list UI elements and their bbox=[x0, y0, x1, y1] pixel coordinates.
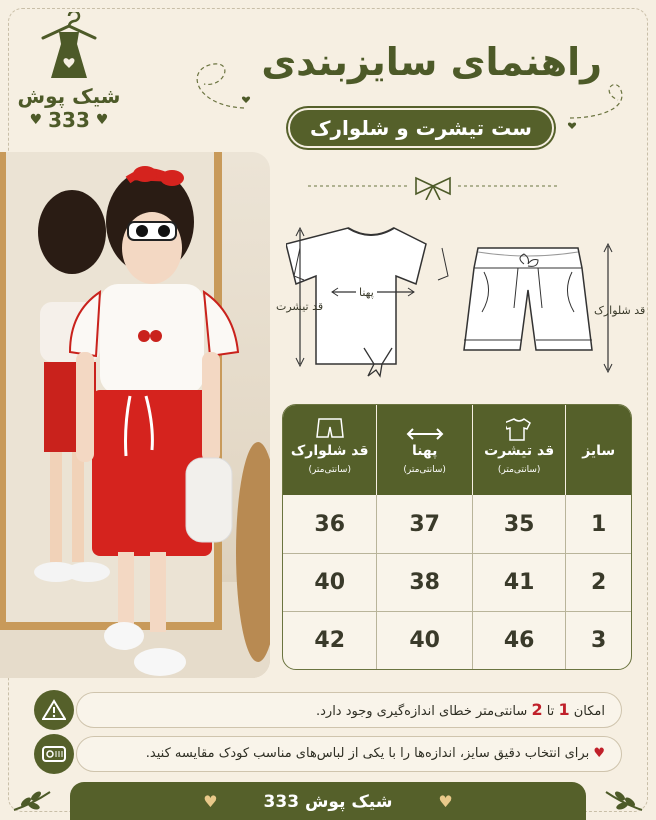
tape-measure-icon bbox=[34, 734, 74, 774]
sizing-tip-note: ♥ برای انتخاب دقیق سایز، اندازه‌ها را با یکی از لباس‌های مناسب کودک مقایسه کنید. bbox=[76, 736, 622, 772]
cell-width: 38 bbox=[376, 554, 471, 611]
table-row bbox=[283, 553, 631, 611]
heart-icon: ♥ bbox=[593, 746, 605, 761]
header-width: پهنا (سانتی‌متر) bbox=[376, 405, 471, 495]
brand-number-row bbox=[14, 108, 124, 132]
cell-pants-height: 40 bbox=[314, 570, 346, 595]
subtitle-badge: ست تیشرت و شلوارک bbox=[288, 108, 554, 148]
cell-width: 37 bbox=[376, 495, 471, 553]
bow-icon bbox=[416, 178, 450, 200]
footer-banner bbox=[70, 782, 586, 820]
header-pants-height: قد شلوارک (سانتی‌متر) bbox=[283, 405, 376, 495]
shorts-icon bbox=[315, 417, 345, 441]
pants-height-label: قد شلوارک bbox=[594, 304, 646, 317]
double-arrow-icon bbox=[405, 427, 445, 441]
table-body bbox=[283, 495, 631, 669]
cell-size: 2 bbox=[565, 554, 631, 611]
leaf-sprig-icon bbox=[604, 786, 644, 816]
heart-icon: ♥ bbox=[438, 792, 453, 811]
header-size: سایز bbox=[565, 405, 631, 495]
size-table bbox=[282, 404, 632, 670]
dashed-swirl-decoration bbox=[560, 78, 640, 138]
table-row bbox=[283, 611, 631, 669]
warning-icon bbox=[34, 690, 74, 730]
measurement-error-note: امکان 1 تا 2 سانتی‌متر خطای اندازه‌گیری وجود دارد. bbox=[76, 692, 622, 728]
heart-icon: ♥ bbox=[95, 112, 109, 128]
brand-name: شیک پوش bbox=[17, 84, 121, 108]
brand-logo bbox=[14, 12, 124, 142]
cell-shirt-height: 46 bbox=[472, 612, 565, 669]
cell-shirt-height: 35 bbox=[472, 495, 565, 553]
width-label: پهنا bbox=[356, 286, 377, 299]
product-photo bbox=[0, 152, 270, 678]
shirt-height-label: قد تیشرت bbox=[276, 300, 324, 313]
brand-number: 333 bbox=[48, 108, 90, 132]
cell-width: 40 bbox=[376, 612, 471, 669]
cell-size: 3 bbox=[565, 612, 631, 669]
tshirt-icon bbox=[506, 417, 532, 441]
heart-icon: ♥ bbox=[203, 792, 218, 811]
shorts-diagram bbox=[458, 240, 598, 376]
hanger-dress-icon bbox=[37, 12, 101, 82]
cell-pants-height: 42 bbox=[314, 628, 346, 653]
heart-icon: ♥ bbox=[29, 112, 43, 128]
dashed-swirl-decoration bbox=[184, 58, 264, 118]
table-row bbox=[283, 495, 631, 553]
table-header bbox=[283, 405, 631, 495]
cell-pants-height: 36 bbox=[314, 511, 346, 537]
bow-divider bbox=[308, 174, 558, 200]
header-shirt-height: قد تیشرت (سانتی‌متر) bbox=[472, 405, 565, 495]
page-title: راهنمای سایزبندی bbox=[261, 40, 602, 84]
cell-size: 1 bbox=[565, 495, 631, 553]
leaf-sprig-icon bbox=[12, 786, 52, 816]
cell-shirt-height: 41 bbox=[472, 554, 565, 611]
footer-brand: شیک پوش 333 bbox=[263, 792, 393, 812]
